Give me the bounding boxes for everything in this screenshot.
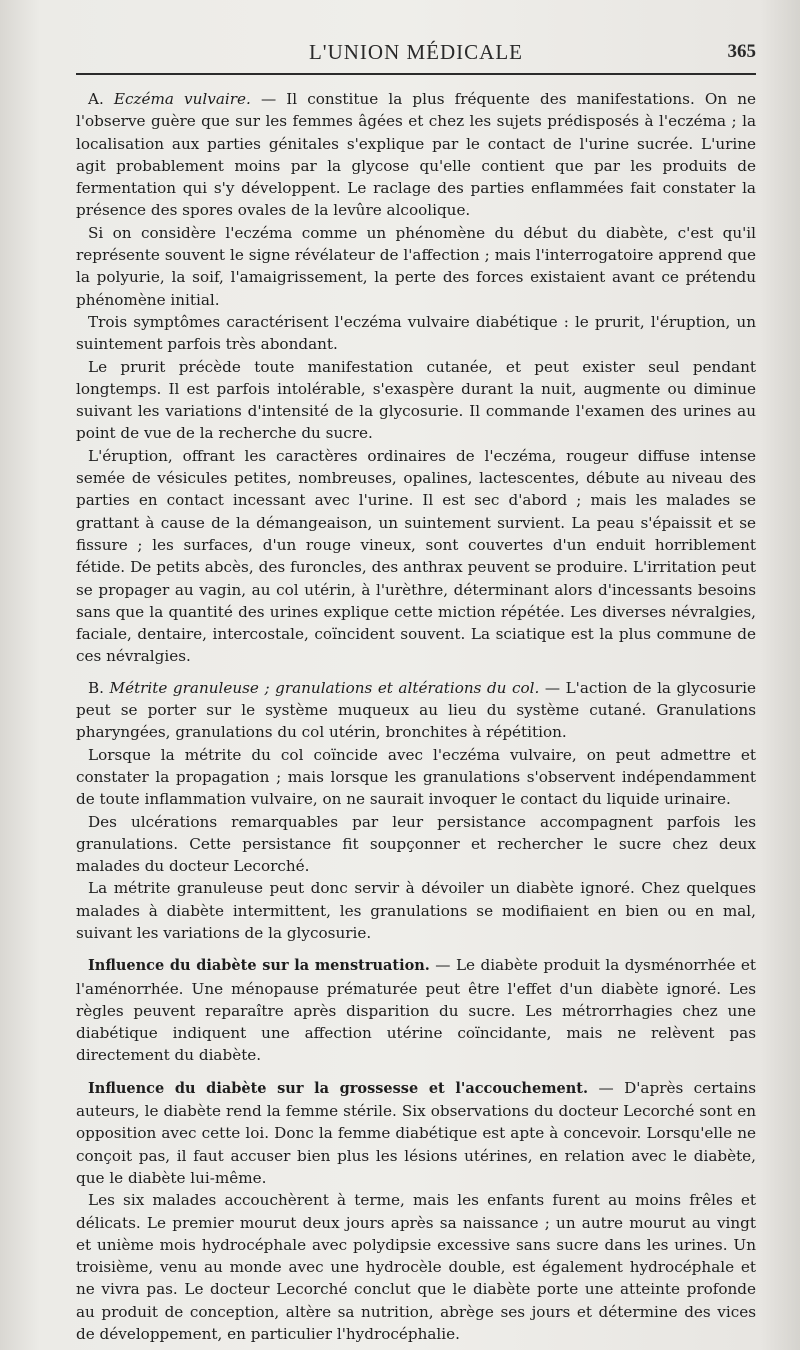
section-heading: Influence du diabète sur la grossesse et l'accouchement.	[88, 1079, 589, 1097]
section-label: A.	[88, 90, 104, 108]
paragraph-text: — D'après certains auteurs, le diabète rend la femme stérile. Six observations du docteur Lecorché sont en opposition avec cette loi. Donc la femme diabétique est apte à concevoir. Lorsqu'elle ne conçoit pas, il faut accuser bien plus les lésions utérines, en relation avec le diabète, que le diabète lui-même.	[76, 1078, 756, 1187]
section-label: B.	[88, 678, 104, 697]
section-title: Eczéma vulvaire.	[113, 90, 251, 108]
paragraph: Lorsque la métrite du col coïncide avec l'eczéma vulvaire, on peut admettre et constater la propagation ; mais lorsque les granulations s'observent indépendamment de toute inflammation vulvaire, on ne saurait invoquer le contact du liquide urinaire.	[76, 745, 756, 809]
paragraph-grossesse	[76, 1077, 756, 1189]
paragraph-text: — Il constitue la plus fréquente des manifestations. On ne l'observe guère que sur les femmes âgées et chez les sujets prédisposés à l'eczéma ; la localisation aux parties génitales s'explique par le contact de l'urine sucrée. L'urine agit probablement moins par la glycose qu'elle contient que par les produits de fermentation qui s'y développent. Le raclage des parties enflammées fait constater la présence des spores ovales de la levûre alcoolique.	[76, 90, 756, 220]
paragraph-metrite-granuleuse	[76, 677, 756, 744]
paragraph-text: — L'action de la glycosurie peut se porter sur le système muqueux au lieu du système cutané. Granulations pharyngées, granulations du col utérin, bronchites à répétition.	[76, 678, 756, 742]
paragraph: Des ulcérations remarquables par leur persistance accompagnent parfois les granulations. Cette persistance fit soupçonner et rechercher le sucre chez deux malades du docteur Lecorché.	[76, 812, 756, 876]
section-title: Métrite granuleuse ; granulations et altérations du col.	[109, 678, 540, 697]
paragraph: Les six malades accouchèrent à terme, mais les enfants furent au moins frêles et délicats. Le premier mourut deux jours après sa naissance ; un autre mourut au vingt et unième mois hydrocéphale avec polydipsie excessive sans sucre dans les urines. Un troisième, venu au monde avec une hydrocèle double, est également hydrocéphale et ne vivra pas. Le docteur Lecorché conclut que le diabète porte une atteinte profonde au produit de conception, altère sa nutrition, abrège ses jours et détermine des vices de développement, en particulier l'hydrocéphalie.	[76, 1191, 756, 1344]
paragraph: Le prurit précède toute manifestation cutanée, et peut exister seul pendant longtemps. Il est parfois intolérable, s'exaspère durant la nuit, augmente ou diminue suivant les variations d'intensité de la glycosurie. Il commande l'examen des urines au point de vue de la recherche du sucre.	[76, 357, 756, 443]
header-rule	[76, 73, 756, 75]
page-number: 365	[727, 41, 756, 62]
article-body	[76, 88, 756, 1345]
section-heading: Influence du diabète sur la menstruation.	[88, 957, 430, 975]
paragraph-menstruation	[76, 954, 756, 1066]
paragraph-eczema-vulvaire	[76, 88, 756, 222]
journal-title: L'UNION MÉDICALE	[308, 40, 523, 64]
paragraph: Si on considère l'eczéma comme un phénomène du début du diabète, c'est qu'il représente souvent le signe révélateur de l'affection ; mais l'interrogatoire apprend que la polyurie, la soif, l'amaigrissement, la perte des forces existaient avant ce prétendu phénomène initial.	[76, 223, 756, 309]
running-head	[76, 40, 756, 68]
paragraph: L'éruption, offrant les caractères ordinaires de l'eczéma, rougeur diffuse intense semée de vésicules petites, nombreuses, opalines, lactescentes, débute au niveau des parties en contact incessant avec l'urine. Il est sec d'abord ; mais les malades se grattant à cause de la démangeaison, un suintement survient. La peau s'épaissit et se fissure ; les surfaces, d'un rouge vineux, sont couvertes d'un enduit horriblement fétide. De petits abcès, des furoncles, des anthrax peuvent se produire. L'irritation peut se propager au vagin, au col utérin, à l'urèthre, déterminant alors d'incessants besoins sans que la quantité des urines explique cette miction répétée. Les diverses névralgies, faciale, dentaire, intercostale, coïncident souvent. La sciatique est la plus commune de ces névralgies.	[76, 446, 756, 666]
paragraph: La métrite granuleuse peut donc servir à dévoiler un diabète ignoré. Chez quelques malades à diabète intermittent, les granulations se modifiaient en bien ou en mal, suivant les variations de la glycosurie.	[76, 879, 756, 942]
paragraph-text: — Le diabète produit la dysménorrhée et l'aménorrhée. Une ménopause prématurée peut être l'effet d'un diabète ignoré. Les règles peuvent reparaître après disparition du sucre. Les métrorrhagies chez une diabétique indiquent une affection utérine coïncidante, mais ne relèvent pas directement du diabète.	[76, 956, 756, 1065]
paragraph: Trois symptômes caractérisent l'eczéma vulvaire diabétique : le prurit, l'éruption, un suintement parfois très abondant.	[76, 312, 756, 354]
